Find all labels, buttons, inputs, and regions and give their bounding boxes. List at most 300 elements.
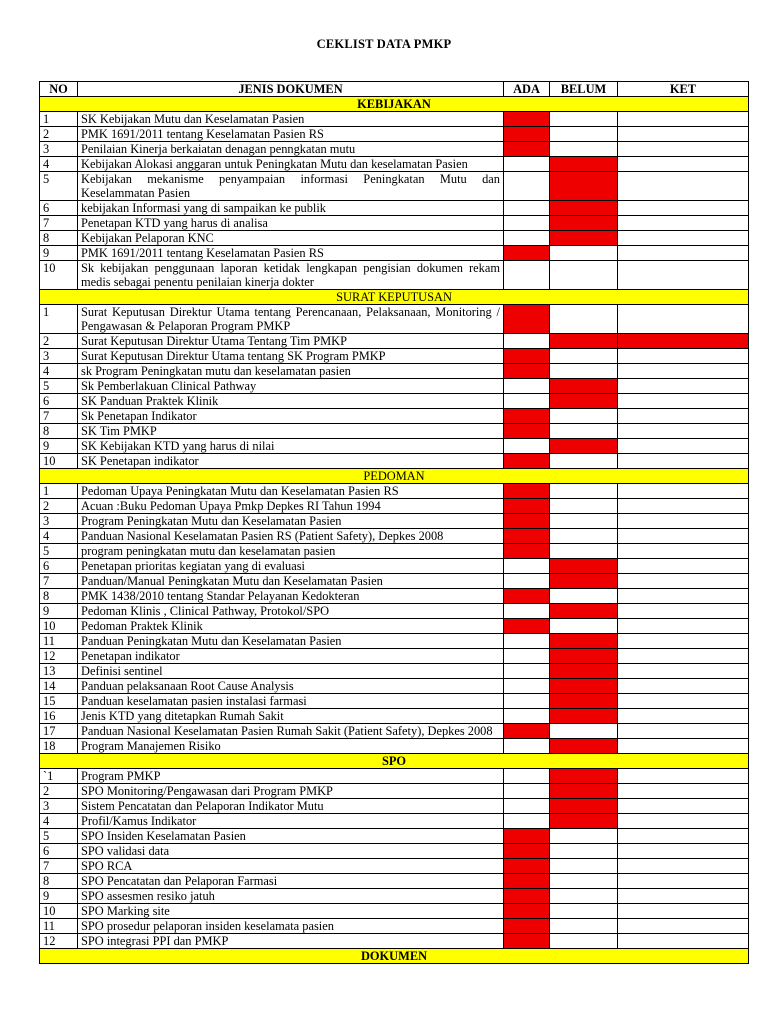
belum-cell <box>550 127 618 142</box>
table-row <box>40 484 749 499</box>
document-name: PMK 1691/2011 tentang Keselamatan Pasien RS <box>78 246 504 261</box>
row-number: 8 <box>40 589 78 604</box>
ket-cell <box>618 784 749 799</box>
document-name: SPO integrasi PPI dan PMKP <box>78 934 504 949</box>
table-row <box>40 172 749 201</box>
ket-cell <box>618 649 749 664</box>
ada-cell <box>504 889 550 904</box>
belum-cell <box>550 919 618 934</box>
belum-cell <box>550 364 618 379</box>
row-number: 2 <box>40 334 78 349</box>
ket-cell <box>618 619 749 634</box>
belum-cell <box>550 349 618 364</box>
document-name: SK Kebijakan KTD yang harus di nilai <box>78 439 504 454</box>
ket-cell <box>618 934 749 949</box>
ket-cell <box>618 172 749 201</box>
document-name: Definisi sentinel <box>78 664 504 679</box>
belum-cell <box>550 574 618 589</box>
ada-cell <box>504 334 550 349</box>
ada-cell <box>504 424 550 439</box>
section-row <box>40 97 749 112</box>
belum-cell <box>550 934 618 949</box>
belum-cell <box>550 634 618 649</box>
table-row <box>40 889 749 904</box>
ket-cell <box>618 201 749 216</box>
belum-cell <box>550 394 618 409</box>
table-row <box>40 604 749 619</box>
ada-cell <box>504 589 550 604</box>
table-row <box>40 544 749 559</box>
ada-cell <box>504 904 550 919</box>
row-number: 9 <box>40 439 78 454</box>
row-number: 11 <box>40 919 78 934</box>
ket-cell <box>618 589 749 604</box>
document-name: Surat Keputusan Direktur Utama tentang Perencanaan, Pelaksanaan, Monitoring / Pengawasan & Pelaporan Program PMKP <box>78 305 504 334</box>
section-row <box>40 290 749 305</box>
ada-cell <box>504 664 550 679</box>
header-row <box>40 82 749 97</box>
document-name: Surat Keputusan Direktur Utama Tentang Tim PMKP <box>78 334 504 349</box>
document-name: Program Peningkatan Mutu dan Keselamatan Pasien <box>78 514 504 529</box>
row-number: 11 <box>40 634 78 649</box>
ket-cell <box>618 529 749 544</box>
document-name: Penilaian Kinerja berkaiatan denagan penngkatan mutu <box>78 142 504 157</box>
belum-cell <box>550 649 618 664</box>
table-row <box>40 142 749 157</box>
ket-cell <box>618 484 749 499</box>
belum-cell <box>550 664 618 679</box>
table-row <box>40 844 749 859</box>
ket-cell <box>618 814 749 829</box>
document-name: Surat Keputusan Direktur Utama tentang SK Program PMKP <box>78 349 504 364</box>
belum-cell <box>550 246 618 261</box>
row-number: 1 <box>40 305 78 334</box>
ket-cell <box>618 604 749 619</box>
table-row <box>40 904 749 919</box>
section-row <box>40 754 749 769</box>
row-number: 10 <box>40 261 78 290</box>
ada-cell <box>504 201 550 216</box>
document-name: Kebijakan Alokasi anggaran untuk Peningkatan Mutu dan keselamatan Pasien <box>78 157 504 172</box>
ket-cell <box>618 694 749 709</box>
document-name: SK Tim PMKP <box>78 424 504 439</box>
belum-cell <box>550 484 618 499</box>
ket-cell <box>618 157 749 172</box>
ket-cell <box>618 634 749 649</box>
ada-cell <box>504 694 550 709</box>
ket-cell <box>618 334 749 349</box>
ada-cell <box>504 484 550 499</box>
row-number: 12 <box>40 934 78 949</box>
belum-cell <box>550 439 618 454</box>
ket-cell <box>618 231 749 246</box>
table-row <box>40 724 749 739</box>
section-row <box>40 469 749 484</box>
belum-cell <box>550 724 618 739</box>
document-name: Pedoman Upaya Peningkatan Mutu dan Keselamatan Pasien RS <box>78 484 504 499</box>
ket-cell <box>618 261 749 290</box>
belum-cell <box>550 799 618 814</box>
belum-cell <box>550 904 618 919</box>
document-name: Penetapan indikator <box>78 649 504 664</box>
belum-cell <box>550 231 618 246</box>
ada-cell <box>504 379 550 394</box>
row-number: 8 <box>40 874 78 889</box>
row-number: 16 <box>40 709 78 724</box>
ada-cell <box>504 859 550 874</box>
table-row <box>40 694 749 709</box>
table-row <box>40 529 749 544</box>
table-row <box>40 859 749 874</box>
ada-cell <box>504 364 550 379</box>
row-number: 3 <box>40 514 78 529</box>
table-row <box>40 409 749 424</box>
ada-cell <box>504 649 550 664</box>
ket-cell <box>618 739 749 754</box>
ada-cell <box>504 784 550 799</box>
belum-cell <box>550 709 618 724</box>
belum-cell <box>550 739 618 754</box>
document-name: Acuan :Buku Pedoman Upaya Pmkp Depkes RI Tahun 1994 <box>78 499 504 514</box>
belum-cell <box>550 424 618 439</box>
belum-cell <box>550 379 618 394</box>
belum-cell <box>550 814 618 829</box>
row-number: `1 <box>40 769 78 784</box>
header-ada: ADA <box>504 82 550 97</box>
ket-cell <box>618 364 749 379</box>
ada-cell <box>504 709 550 724</box>
ada-cell <box>504 261 550 290</box>
belum-cell <box>550 619 618 634</box>
row-number: 10 <box>40 619 78 634</box>
ket-cell <box>618 349 749 364</box>
ket-cell <box>618 709 749 724</box>
table-row <box>40 829 749 844</box>
document-name: Pedoman Klinis , Clinical Pathway, Protokol/SPO <box>78 604 504 619</box>
table-row <box>40 305 749 334</box>
belum-cell <box>550 201 618 216</box>
belum-cell <box>550 499 618 514</box>
ket-cell <box>618 127 749 142</box>
ket-cell <box>618 499 749 514</box>
ada-cell <box>504 739 550 754</box>
page-title: CEKLIST DATA PMKP <box>316 37 452 51</box>
document-name: Panduan/Manual Peningkatan Mutu dan Keselamatan Pasien <box>78 574 504 589</box>
document-name: Jenis KTD yang ditetapkan Rumah Sakit <box>78 709 504 724</box>
belum-cell <box>550 604 618 619</box>
document-name: Program Manajemen Risiko <box>78 739 504 754</box>
row-number: 13 <box>40 664 78 679</box>
table-row <box>40 769 749 784</box>
document-name: Sistem Pencatatan dan Pelaporan Indikator Mutu <box>78 799 504 814</box>
ada-cell <box>504 127 550 142</box>
ada-cell <box>504 172 550 201</box>
document-name: SK Penetapan indikator <box>78 454 504 469</box>
row-number: 8 <box>40 424 78 439</box>
document-name: kebijakan Informasi yang di sampaikan ke publik <box>78 201 504 216</box>
document-name: Sk kebijakan penggunaan laporan ketidak lengkapan pengisian dokumen rekam medis sebagai penentu penilaian kinerja dokter <box>78 261 504 290</box>
ada-cell <box>504 634 550 649</box>
ket-cell <box>618 544 749 559</box>
section-title: PEDOMAN <box>40 469 749 484</box>
row-number: 3 <box>40 349 78 364</box>
ada-cell <box>504 559 550 574</box>
belum-cell <box>550 829 618 844</box>
row-number: 6 <box>40 201 78 216</box>
ada-cell <box>504 216 550 231</box>
table-row <box>40 784 749 799</box>
document-name: Penetapan KTD yang harus di analisa <box>78 216 504 231</box>
header-ket: KET <box>618 82 749 97</box>
row-number: 4 <box>40 529 78 544</box>
table-row <box>40 157 749 172</box>
belum-cell <box>550 216 618 231</box>
ket-cell <box>618 664 749 679</box>
table-row <box>40 514 749 529</box>
ada-cell <box>504 724 550 739</box>
table-row <box>40 679 749 694</box>
table-row <box>40 439 749 454</box>
ket-cell <box>618 305 749 334</box>
ket-cell <box>618 889 749 904</box>
ada-cell <box>504 409 550 424</box>
row-number: 9 <box>40 604 78 619</box>
table-row <box>40 424 749 439</box>
ket-cell <box>618 844 749 859</box>
table-row <box>40 664 749 679</box>
table-row <box>40 634 749 649</box>
belum-cell <box>550 112 618 127</box>
ket-cell <box>618 216 749 231</box>
header-jenis-dokumen: JENIS DOKUMEN <box>78 82 504 97</box>
belum-cell <box>550 454 618 469</box>
ket-cell <box>618 724 749 739</box>
row-number: 4 <box>40 814 78 829</box>
ket-cell <box>618 439 749 454</box>
document-name: Kebijakan mekanisme penyampaian informasi Peningkatan Mutu dan Keselammatan Pasien <box>78 172 504 201</box>
belum-cell <box>550 261 618 290</box>
ada-cell <box>504 394 550 409</box>
header-belum: BELUM <box>550 82 618 97</box>
row-number: 1 <box>40 112 78 127</box>
row-number: 6 <box>40 559 78 574</box>
table-row <box>40 127 749 142</box>
section-row <box>40 949 749 964</box>
table-row <box>40 112 749 127</box>
table-row <box>40 619 749 634</box>
table-row <box>40 709 749 724</box>
belum-cell <box>550 844 618 859</box>
table-row <box>40 216 749 231</box>
belum-cell <box>550 694 618 709</box>
row-number: 6 <box>40 844 78 859</box>
table-row <box>40 364 749 379</box>
document-name: program peningkatan mutu dan keselamatan pasien <box>78 544 504 559</box>
document-name: Panduan keselamatan pasien instalasi farmasi <box>78 694 504 709</box>
ada-cell <box>504 829 550 844</box>
row-number: 5 <box>40 544 78 559</box>
ket-cell <box>618 919 749 934</box>
ket-cell <box>618 679 749 694</box>
table-row <box>40 246 749 261</box>
document-name: Sk Penetapan Indikator <box>78 409 504 424</box>
ada-cell <box>504 246 550 261</box>
ket-cell <box>618 559 749 574</box>
row-number: 7 <box>40 409 78 424</box>
row-number: 12 <box>40 649 78 664</box>
table-row <box>40 231 749 246</box>
ada-cell <box>504 529 550 544</box>
document-name: SPO Monitoring/Pengawasan dari Program PMKP <box>78 784 504 799</box>
row-number: 7 <box>40 574 78 589</box>
ada-cell <box>504 874 550 889</box>
checklist-body <box>40 97 749 964</box>
row-number: 5 <box>40 379 78 394</box>
ada-cell <box>504 814 550 829</box>
document-name: Panduan Nasional Keselamatan Pasien Rumah Sakit (Patient Safety), Depkes 2008 <box>78 724 504 739</box>
table-row <box>40 499 749 514</box>
document-name: PMK 1438/2010 tentang Standar Pelayanan Kedokteran <box>78 589 504 604</box>
belum-cell <box>550 589 618 604</box>
header-no: NO <box>40 82 78 97</box>
ada-cell <box>504 544 550 559</box>
table-row <box>40 261 749 290</box>
ket-cell <box>618 394 749 409</box>
ket-cell <box>618 574 749 589</box>
section-title: SURAT KEPUTUSAN <box>40 290 749 305</box>
row-number: 7 <box>40 216 78 231</box>
document-name: Panduan Nasional Keselamatan Pasien RS (Patient Safety), Depkes 2008 <box>78 529 504 544</box>
table-row <box>40 454 749 469</box>
document-name: SK Kebijakan Mutu dan Keselamatan Pasien <box>78 112 504 127</box>
ada-cell <box>504 349 550 364</box>
section-title: KEBIJAKAN <box>40 97 749 112</box>
table-row <box>40 201 749 216</box>
ada-cell <box>504 439 550 454</box>
document-name: Penetapan prioritas kegiatan yang di evaluasi <box>78 559 504 574</box>
ket-cell <box>618 799 749 814</box>
ada-cell <box>504 157 550 172</box>
ket-cell <box>618 454 749 469</box>
ket-cell <box>618 874 749 889</box>
document-name: SPO prosedur pelaporan insiden keselamata pasien <box>78 919 504 934</box>
ada-cell <box>504 231 550 246</box>
row-number: 17 <box>40 724 78 739</box>
document-name: Pedoman Praktek Klinik <box>78 619 504 634</box>
table-row <box>40 934 749 949</box>
belum-cell <box>550 679 618 694</box>
document-name: Panduan pelaksanaan Root Cause Analysis <box>78 679 504 694</box>
ket-cell <box>618 112 749 127</box>
belum-cell <box>550 305 618 334</box>
ada-cell <box>504 604 550 619</box>
ada-cell <box>504 514 550 529</box>
row-number: 7 <box>40 859 78 874</box>
belum-cell <box>550 334 618 349</box>
document-name: PMK 1691/2011 tentang Keselamatan Pasien RS <box>78 127 504 142</box>
row-number: 5 <box>40 172 78 201</box>
ket-cell <box>618 246 749 261</box>
table-row <box>40 739 749 754</box>
ket-cell <box>618 904 749 919</box>
belum-cell <box>550 859 618 874</box>
belum-cell <box>550 157 618 172</box>
row-number: 10 <box>40 454 78 469</box>
ket-cell <box>618 859 749 874</box>
table-row <box>40 814 749 829</box>
ada-cell <box>504 799 550 814</box>
row-number: 3 <box>40 799 78 814</box>
document-name: Program PMKP <box>78 769 504 784</box>
belum-cell <box>550 769 618 784</box>
table-row <box>40 334 749 349</box>
belum-cell <box>550 784 618 799</box>
belum-cell <box>550 559 618 574</box>
document-name: SPO validasi data <box>78 844 504 859</box>
table-row <box>40 394 749 409</box>
ket-cell <box>618 409 749 424</box>
ket-cell <box>618 142 749 157</box>
belum-cell <box>550 544 618 559</box>
table-row <box>40 379 749 394</box>
belum-cell <box>550 874 618 889</box>
document-name: SK Panduan Praktek Klinik <box>78 394 504 409</box>
table-row <box>40 559 749 574</box>
row-number: 4 <box>40 157 78 172</box>
ada-cell <box>504 619 550 634</box>
document-name: Kebijakan Pelaporan KNC <box>78 231 504 246</box>
row-number: 14 <box>40 679 78 694</box>
belum-cell <box>550 409 618 424</box>
ada-cell <box>504 454 550 469</box>
ada-cell <box>504 499 550 514</box>
document-name: SPO Pencatatan dan Pelaporan Farmasi <box>78 874 504 889</box>
belum-cell <box>550 142 618 157</box>
document-name: Profil/Kamus Indikator <box>78 814 504 829</box>
row-number: 9 <box>40 889 78 904</box>
row-number: 3 <box>40 142 78 157</box>
document-name: SPO RCA <box>78 859 504 874</box>
row-number: 2 <box>40 499 78 514</box>
table-row <box>40 349 749 364</box>
document-name: SPO Marking site <box>78 904 504 919</box>
belum-cell <box>550 889 618 904</box>
ada-cell <box>504 919 550 934</box>
ada-cell <box>504 769 550 784</box>
ket-cell <box>618 379 749 394</box>
row-number: 1 <box>40 484 78 499</box>
table-row <box>40 874 749 889</box>
ada-cell <box>504 142 550 157</box>
ada-cell <box>504 305 550 334</box>
ada-cell <box>504 112 550 127</box>
row-number: 18 <box>40 739 78 754</box>
ket-cell <box>618 514 749 529</box>
table-row <box>40 574 749 589</box>
document-name: sk Program Peningkatan mutu dan keselamatan pasien <box>78 364 504 379</box>
row-number: 6 <box>40 394 78 409</box>
document-name: Panduan Peningkatan Mutu dan Keselamatan Pasien <box>78 634 504 649</box>
row-number: 15 <box>40 694 78 709</box>
ket-cell <box>618 829 749 844</box>
ada-cell <box>504 844 550 859</box>
ada-cell <box>504 574 550 589</box>
table-row <box>40 589 749 604</box>
table-row <box>40 649 749 664</box>
row-number: 9 <box>40 246 78 261</box>
belum-cell <box>550 172 618 201</box>
section-title: DOKUMEN <box>40 949 749 964</box>
